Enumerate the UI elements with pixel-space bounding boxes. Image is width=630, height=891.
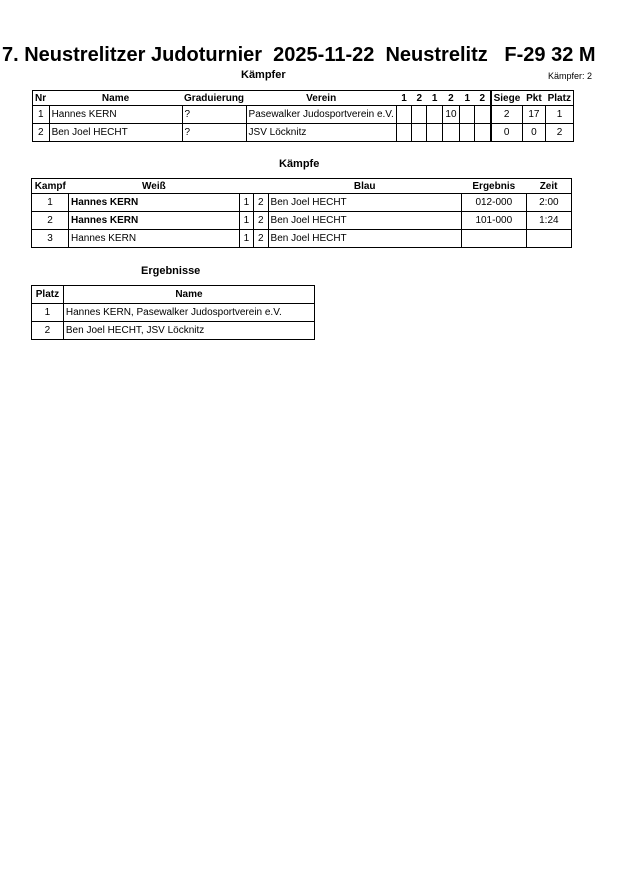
- fighters-header-row: [33, 91, 574, 106]
- round-cell: [460, 124, 475, 142]
- blue-fighter: Ben Joel HECHT: [268, 194, 461, 212]
- fighter-club: JSV Löcknitz: [246, 124, 396, 142]
- fighter-count: Kämpfer: 2: [548, 71, 593, 81]
- fight-number: 1: [32, 194, 69, 212]
- fighter-nr: 2: [33, 124, 50, 142]
- table-row: [32, 230, 572, 248]
- result-name: Hannes KERN, Pasewalker Judosportverein e.V.: [63, 304, 314, 322]
- results-table: [31, 285, 315, 340]
- col-header: Name: [101, 92, 130, 104]
- table-row: [32, 212, 572, 230]
- blue-number: 2: [254, 212, 268, 230]
- fighter-name: Ben Joel HECHT: [49, 124, 182, 142]
- col-header: 1: [401, 92, 407, 104]
- fighter-club: Pasewalker Judosportverein e.V.: [246, 106, 396, 124]
- white-fighter: Hannes KERN: [69, 230, 240, 248]
- white-number: 1: [239, 230, 253, 248]
- table-row: [33, 124, 574, 142]
- blue-number: 2: [254, 194, 268, 212]
- fighter-place: 1: [546, 106, 574, 124]
- fighter-points: 0: [522, 124, 545, 142]
- fighter-wins: 0: [491, 124, 523, 142]
- fight-number: 3: [32, 230, 69, 248]
- white-fighter: Hannes KERN: [69, 212, 240, 230]
- round-cell: [396, 124, 411, 142]
- fight-time: 2:00: [526, 194, 571, 212]
- fighter-points: 17: [522, 106, 545, 124]
- col-header: Graduierung: [184, 92, 245, 104]
- fighter-nr: 1: [33, 106, 50, 124]
- table-row: [32, 194, 572, 212]
- col-header: 2: [416, 92, 423, 104]
- col-header: Blau: [353, 180, 376, 192]
- result-name: Ben Joel HECHT, JSV Löcknitz: [63, 322, 314, 340]
- col-header: Kampf: [34, 180, 66, 192]
- fighter-name: Hannes KERN: [49, 106, 182, 124]
- fights-header-row: [32, 179, 572, 194]
- results-header-row: [32, 286, 315, 304]
- fight-time: 1:24: [526, 212, 571, 230]
- blue-fighter: Ben Joel HECHT: [268, 230, 461, 248]
- blue-number: 2: [254, 230, 268, 248]
- col-header: Name: [63, 286, 314, 304]
- page-title: 7. Neustrelitzer Judoturnier 2025-11-22 Neustrelitz F-29 32 M: [2, 44, 596, 66]
- round-cell: [427, 106, 442, 124]
- col-header: Nr: [35, 92, 47, 104]
- col-header: 2: [448, 92, 454, 104]
- fight-result: 101-000: [461, 212, 526, 230]
- fights-heading: Kämpfe: [279, 158, 320, 170]
- round-cell: [427, 124, 442, 142]
- fighter-wins: 2: [491, 106, 523, 124]
- fight-result: 012-000: [461, 194, 526, 212]
- round-cell: [475, 124, 491, 142]
- round-cell: 10: [442, 106, 459, 124]
- col-header: Platz: [32, 286, 64, 304]
- col-header: Verein: [306, 92, 337, 104]
- table-row: [33, 106, 574, 124]
- fighter-place: 2: [546, 124, 574, 142]
- col-header: Pkt: [526, 92, 542, 104]
- col-header: Weiß: [142, 180, 166, 192]
- fights-table: [31, 178, 572, 248]
- col-header: Ergebnis: [472, 180, 516, 192]
- table-row: [32, 322, 315, 340]
- white-fighter: Hannes KERN: [69, 194, 240, 212]
- round-cell: [396, 106, 411, 124]
- round-cell: [442, 124, 459, 142]
- col-header: Platz: [547, 92, 571, 104]
- result-place: 1: [32, 304, 64, 322]
- col-header: Siege: [491, 91, 523, 106]
- fight-time: [526, 230, 571, 248]
- result-place: 2: [32, 322, 64, 340]
- fight-result: [461, 230, 526, 248]
- col-header: 2: [479, 92, 486, 104]
- col-header: 1: [464, 92, 471, 104]
- round-cell: [460, 106, 475, 124]
- fighters-table: [32, 90, 574, 142]
- white-number: 1: [239, 194, 253, 212]
- fight-number: 2: [32, 212, 69, 230]
- round-cell: [475, 106, 491, 124]
- white-number: 1: [239, 212, 253, 230]
- col-header: Zeit: [539, 180, 558, 192]
- table-row: [32, 304, 315, 322]
- col-header: 1: [431, 92, 438, 104]
- round-cell: [412, 106, 427, 124]
- fighter-grad: ?: [182, 124, 246, 142]
- fighter-grad: ?: [182, 106, 246, 124]
- blue-fighter: Ben Joel HECHT: [268, 212, 461, 230]
- results-heading: Ergebnisse: [141, 265, 201, 277]
- fighters-heading: Kämpfer: [241, 69, 286, 81]
- round-cell: [412, 124, 427, 142]
